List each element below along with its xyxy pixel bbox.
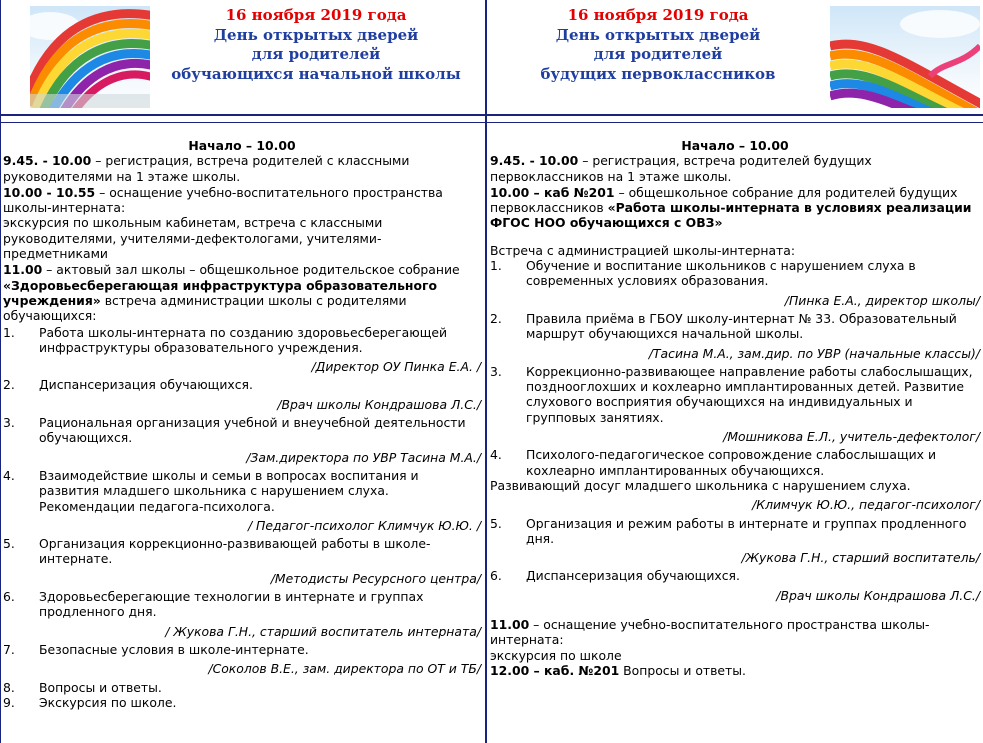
agenda-item xyxy=(490,311,980,342)
agenda-item xyxy=(490,258,980,289)
agenda-item xyxy=(3,377,481,392)
left-event-tour: экскурсия по школьным кабинетам, встреча с классными руководителями, учителями-дефектологами, учителями-предметниками xyxy=(3,215,383,262)
right-meeting-label: Встреча с администрацией школы-интерната: xyxy=(490,242,796,258)
agenda-item-speaker: /Методисты Ресурсного центра/ xyxy=(270,570,481,586)
agenda-item-text: Обучение и воспитание школьников с нарушением слуха в современных условиях образования. xyxy=(526,258,916,289)
agenda-item-number: 6. xyxy=(490,568,502,584)
agenda-item-speaker: /Зам.директора по УВР Тасина М.А./ xyxy=(246,449,481,465)
event-title: «Работа школы-интерната в условиях реализации ФГОС НОО обучающихся с ОВЗ» xyxy=(490,200,972,231)
agenda-item-speaker: /Тасина М.А., зам.дир. по УВР (начальные классы)/ xyxy=(648,345,980,361)
agenda-item-text: Здоровьесберегающие технологии в интернате и группах продленного дня. xyxy=(39,589,424,620)
agenda-item-number: 5. xyxy=(3,536,15,552)
agenda-item-number: 8. xyxy=(3,679,15,695)
agenda-item-text: Организация и режим работы в интернате и группах продленного дня. xyxy=(526,515,967,546)
rainbow-ribbon-image-right xyxy=(830,6,980,108)
right-program xyxy=(490,138,980,678)
agenda-item-speaker: / Педагог-психолог Климчук Ю.Ю. / xyxy=(247,517,481,533)
left-program xyxy=(3,138,481,710)
left-header-subtitle-1: для родителей xyxy=(251,45,381,63)
event-time: 11.00 xyxy=(490,617,530,633)
agenda-item xyxy=(490,447,980,478)
agenda-item-number: 3. xyxy=(3,415,15,431)
event-time: 10.00 - 10.55 xyxy=(3,184,96,200)
agenda-item-text: Психолого-педагогическое сопровождение слабослышащих и кохлеарно имплантированных обучающихся. xyxy=(526,447,937,478)
right-event-tour: экскурсия по школе xyxy=(490,647,622,663)
right-header xyxy=(488,6,828,84)
event-text: – общешкольное собрание для родителей будущих первоклассников xyxy=(490,184,958,216)
event-text: – регистрация, встреча родителей с классными руководителями на 1 этаже школы. xyxy=(3,153,410,184)
agenda-item-text: Взаимодействие школы и семьи в вопросах воспитания и развития младшего школьника с нарушением слуха. Рекомендации педагога-психолога. xyxy=(39,467,419,514)
agenda-item xyxy=(490,568,980,583)
agenda-item-text: Организация коррекционно-развивающей работы в школе-интернате. xyxy=(39,536,431,567)
event-text: – оснащение учебно-воспитательного пространства школы-интерната: xyxy=(3,184,443,216)
header-rule xyxy=(0,114,983,116)
column-divider xyxy=(485,0,487,743)
agenda-item-number: 2. xyxy=(3,377,15,393)
agenda-item xyxy=(490,516,980,547)
right-header-date: 16 ноября 2019 года xyxy=(567,6,749,24)
agenda-item-text: Безопасные условия в школе-интернате. xyxy=(39,641,309,657)
agenda-item-text: Работа школы-интерната по созданию здоровьесберегающей инфраструктуры образовательного учреждения. xyxy=(39,324,448,355)
event-time: 11.00 xyxy=(3,262,43,278)
agenda-item-text: Коррекционно-развивающее направление работы слабослышащих, позднооглохших и кохлеарно имплантированных детей. Развитие слухового восприятия обучающихся на индивидуальных и групповых занятиях. xyxy=(526,363,973,425)
agenda-item xyxy=(3,415,481,446)
right-header-subtitle-2: будущих первоклассников xyxy=(540,64,776,83)
right-header-title: День открытых дверей xyxy=(555,25,761,44)
agenda-item-text: Диспансеризация обучающихся. xyxy=(526,568,740,584)
agenda-item-speaker: /Врач школы Кондрашова Л.С./ xyxy=(277,396,481,412)
right-event-qa xyxy=(490,663,980,678)
right-agenda-list xyxy=(490,258,980,603)
left-start-time: Начало – 10.00 xyxy=(188,138,296,153)
left-header-title: День открытых дверей xyxy=(213,25,419,44)
agenda-item-speaker: /Климчук Ю.Ю., педагог-психолог/ xyxy=(752,497,980,513)
agenda-item xyxy=(3,468,481,514)
left-agenda-list xyxy=(3,325,481,711)
agenda-item xyxy=(3,680,481,695)
rainbow-ribbon-image-left xyxy=(30,6,150,108)
right-event-registration xyxy=(490,153,980,184)
event-text: – оснащение учебно-воспитательного пространства школы-интерната: xyxy=(490,617,930,648)
header-rule-thin xyxy=(0,122,983,123)
right-event-assembly xyxy=(490,185,980,231)
agenda-item-number: 4. xyxy=(490,447,502,463)
agenda-item-speaker: /Жукова Г.Н., старший воспитатель/ xyxy=(741,550,980,566)
event-text: – регистрация, встреча родителей будущих первоклассников на 1 этаже школы. xyxy=(490,153,872,184)
event-title: «Здоровьесберегающая инфраструктура образовательного учреждения» xyxy=(3,277,437,308)
agenda-item-speaker: /Директор ОУ Пинка Е.А. / xyxy=(311,359,481,375)
agenda-item-extra: Развивающий досуг младшего школьника с нарушением слуха. xyxy=(490,477,911,493)
agenda-item xyxy=(490,364,980,425)
agenda-item-number: 2. xyxy=(490,310,502,326)
agenda-item-number: 3. xyxy=(490,363,502,379)
event-time: 12.00 – каб. №201 xyxy=(490,662,620,678)
agenda-item-number: 1. xyxy=(3,324,15,340)
agenda-item-speaker: /Соколов В.Е., зам. директора по ОТ и ТБ/ xyxy=(208,661,481,677)
agenda-item-speaker: /Врач школы Кондрашова Л.С./ xyxy=(776,587,980,603)
agenda-item-number: 6. xyxy=(3,589,15,605)
left-event-equipment xyxy=(3,185,481,216)
agenda-item xyxy=(3,642,481,657)
agenda-item-text: Диспансеризация обучающихся. xyxy=(39,377,253,393)
agenda-item xyxy=(3,325,481,356)
right-event-equipment xyxy=(490,617,980,648)
agenda-item-speaker: /Пинка Е.А., директор школы/ xyxy=(784,292,980,308)
agenda-item-text: Рациональная организация учебной и внеучебной деятельности обучающихся. xyxy=(39,415,466,446)
agenda-item-text: Экскурсия по школе. xyxy=(39,694,177,710)
left-event-registration xyxy=(3,153,481,184)
agenda-item-speaker: /Мошникова Е.Л., учитель-дефектолог/ xyxy=(723,429,980,445)
event-text: – актовый зал школы – общешкольное родительское собрание xyxy=(42,262,460,278)
event-time: 10.00 – каб №201 xyxy=(490,184,615,200)
right-header-subtitle-1: для родителей xyxy=(593,45,723,63)
agenda-item-number: 1. xyxy=(490,258,502,274)
event-time: 9.45. - 10.00 xyxy=(490,153,579,169)
right-start-time: Начало – 10.00 xyxy=(681,138,789,153)
left-header xyxy=(150,6,482,84)
event-text: встреча администрации школы с родителями обучающихся: xyxy=(3,292,407,324)
agenda-item-number: 7. xyxy=(3,641,15,657)
agenda-item xyxy=(3,589,481,620)
agenda-item-number: 9. xyxy=(3,694,15,710)
left-event-assembly xyxy=(3,262,481,323)
agenda-item xyxy=(3,695,481,710)
agenda-item-text: Правила приёма в ГБОУ школу-интернат № 33. Образовательный маршрут обучающихся начальной школы. xyxy=(526,310,957,342)
agenda-item-number: 5. xyxy=(490,515,502,531)
left-header-subtitle-2: обучающихся начальной школы xyxy=(171,64,461,83)
agenda-item xyxy=(3,536,481,567)
left-header-date: 16 ноября 2019 года xyxy=(225,6,407,24)
event-time: 9.45. - 10.00 xyxy=(3,153,92,169)
event-text: Вопросы и ответы. xyxy=(619,662,746,678)
agenda-item-speaker: / Жукова Г.Н., старший воспитатель интерната/ xyxy=(165,623,481,639)
agenda-item-text: Вопросы и ответы. xyxy=(39,679,162,695)
agenda-item-number: 4. xyxy=(3,467,15,483)
